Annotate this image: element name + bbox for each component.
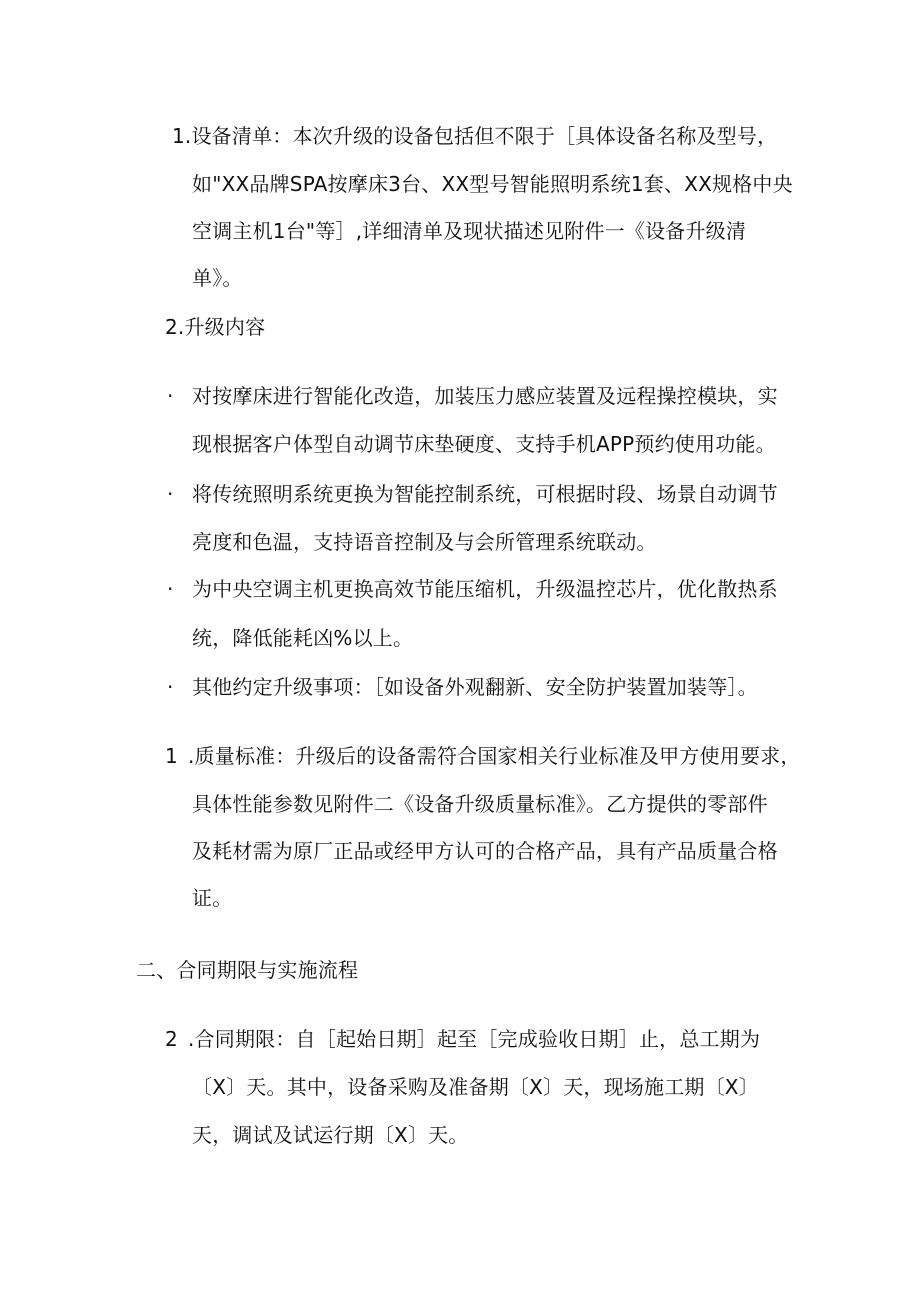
item3-line-3: 及耗材需为原厂正品或经甲方认可的合格产品，具有产品质量合格 <box>192 839 778 863</box>
item1-line-3: 空调主机1台"等］,详细清单及现状描述见附件一《设备升级清 <box>192 219 747 243</box>
item3-line-1: .质量标准：升级后的设备需符合国家相关行业标准及甲方使用要求， <box>188 744 801 768</box>
item4-line-2: 〔X〕天。其中，设备采购及准备期〔X〕天，现场施工期〔X〕 <box>192 1075 759 1099</box>
bullet2-line-1: 将传统照明系统更换为智能控制系统，可根据时段、场景自动调节 <box>192 482 778 506</box>
upgrade-content-heading: 2.升级内容 <box>165 315 266 339</box>
section2-heading: 二、合同期限与实施流程 <box>136 958 359 982</box>
item3-line-4: 证。 <box>192 886 233 910</box>
bullet3-line-1: 为中央空调主机更换高效节能压缩机，升级温控芯片，优化散热系 <box>192 577 778 601</box>
bullet-marker: · <box>167 577 174 601</box>
bullet1-line-1: 对按摩床进行智能化改造，加装压力感应装置及远程操控模块，实 <box>192 384 778 408</box>
item1-line-2: 如"XX品牌SPA按摩床3台、XX型号智能照明系统1套、XX规格中央 <box>192 172 793 196</box>
item4-line-3: 天，调试及试运行期〔X〕天。 <box>192 1123 469 1147</box>
item4-number: 2 <box>165 1027 178 1051</box>
bullet-marker: · <box>167 482 174 506</box>
bullet4-line-1: 其他约定升级事项：［如设备外观翻新、安全防护装置加装等］。 <box>192 675 758 699</box>
item1-line-1: 1.设备清单：本次升级的设备包括但不限于［具体设备名称及型号， <box>172 124 778 148</box>
item3-number: 1 <box>165 744 178 768</box>
bullet1-line-2: 现根据客户体型自动调节床垫硬度、支持手机APP预约使用功能。 <box>192 432 776 456</box>
item1-line-4: 单》。 <box>192 266 243 290</box>
bullet-marker: · <box>167 384 174 408</box>
bullet-marker: · <box>167 675 174 699</box>
bullet2-line-2: 亮度和色温，支持语音控制及与会所管理系统联动。 <box>192 530 657 554</box>
bullet3-line-2: 统，降低能耗凶%以上。 <box>192 626 414 650</box>
item3-line-2: 具体性能参数见附件二《设备升级质量标准》。乙方提供的零部件 <box>192 792 768 816</box>
item4-line-1: .合同期限：自［起始日期］起至［完成验收日期］止，总工期为 <box>188 1027 761 1051</box>
